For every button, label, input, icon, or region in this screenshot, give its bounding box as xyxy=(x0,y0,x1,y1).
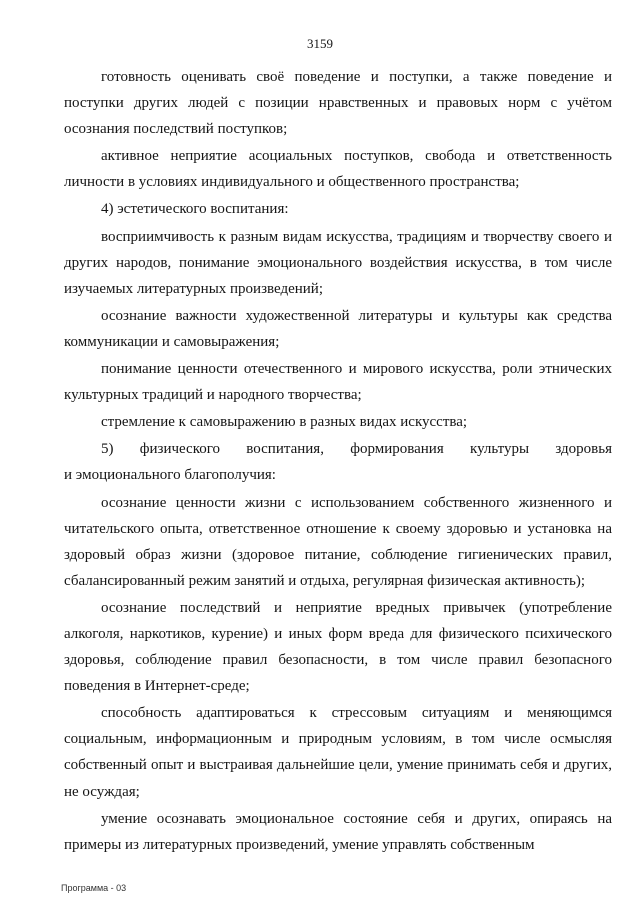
page-number: 3159 xyxy=(307,36,333,51)
paragraph-adaptation: способность адаптироваться к стрессовым ситуациям и меняющимся социальным, информационным и природным условиям, в том числе осмысляя собственный опыт и выстраивая дальнейшие цели, умение принимать себя и других, не осуждая; xyxy=(64,705,612,800)
section-heading-physical-cont: и эмоционального благополучия: xyxy=(64,467,276,484)
section-heading-aesthetic: 4) эстетического воспитания: xyxy=(101,201,289,218)
paragraph-bad-habits: осознание последствий и неприятие вредных привычек (употребление алкоголя, наркотиков, курение) и иных форм вреда для физического психического здоровья, соблюдение правил безопасности, в том числе правил безопасного поведения в Интернет-среде; xyxy=(64,599,612,695)
paragraph-rejection: активное неприятие асоциальных поступков, свобода и ответственность личности в условиях индивидуального и общественного пространства; xyxy=(64,148,612,191)
paragraph-receptivity: восприимчивость к разным видам искусства, традициям и творчеству своего и других народов, понимание эмоционального воздействия искусства, в том числе изучаемых литературных произведений; xyxy=(64,228,612,297)
paragraph-art-value: понимание ценности отечественного и мирового искусства, роли этнических культурных традиций и народного творчества; xyxy=(64,361,612,404)
paragraph-self-expression: стремление к самовыражению в разных видах искусства; xyxy=(101,414,468,431)
document-body xyxy=(64,64,612,858)
paragraph-life-value: осознание ценности жизни с использованием собственного жизненного и читательского опыта, ответственное отношение к своему здоровью и установка на здоровый образ жизни (здоровое питание, соблюдение гигиенических правил, сбалансированный режим занятий и отдыха, регулярная физическая активность); xyxy=(64,494,612,589)
paragraph-literature-importance: осознание важности художественной литературы и культуры как средства коммуникации и самовыражения; xyxy=(64,307,612,350)
footer-program-label: Программа - 03 xyxy=(61,883,127,893)
paragraph-readiness: готовность оценивать своё поведение и поступки, а также поведение и поступки других людей с позиции нравственных и правовых норм с учётом осознания последствий поступков; xyxy=(64,69,612,138)
paragraph-emotional-state: умение осознавать эмоциональное состояние себя и других, опираясь на примеры из литературных произведений, умение управлять собственным xyxy=(64,810,612,853)
section-heading-physical: 5) физического воспитания, формирования культуры здоровья xyxy=(101,441,612,458)
